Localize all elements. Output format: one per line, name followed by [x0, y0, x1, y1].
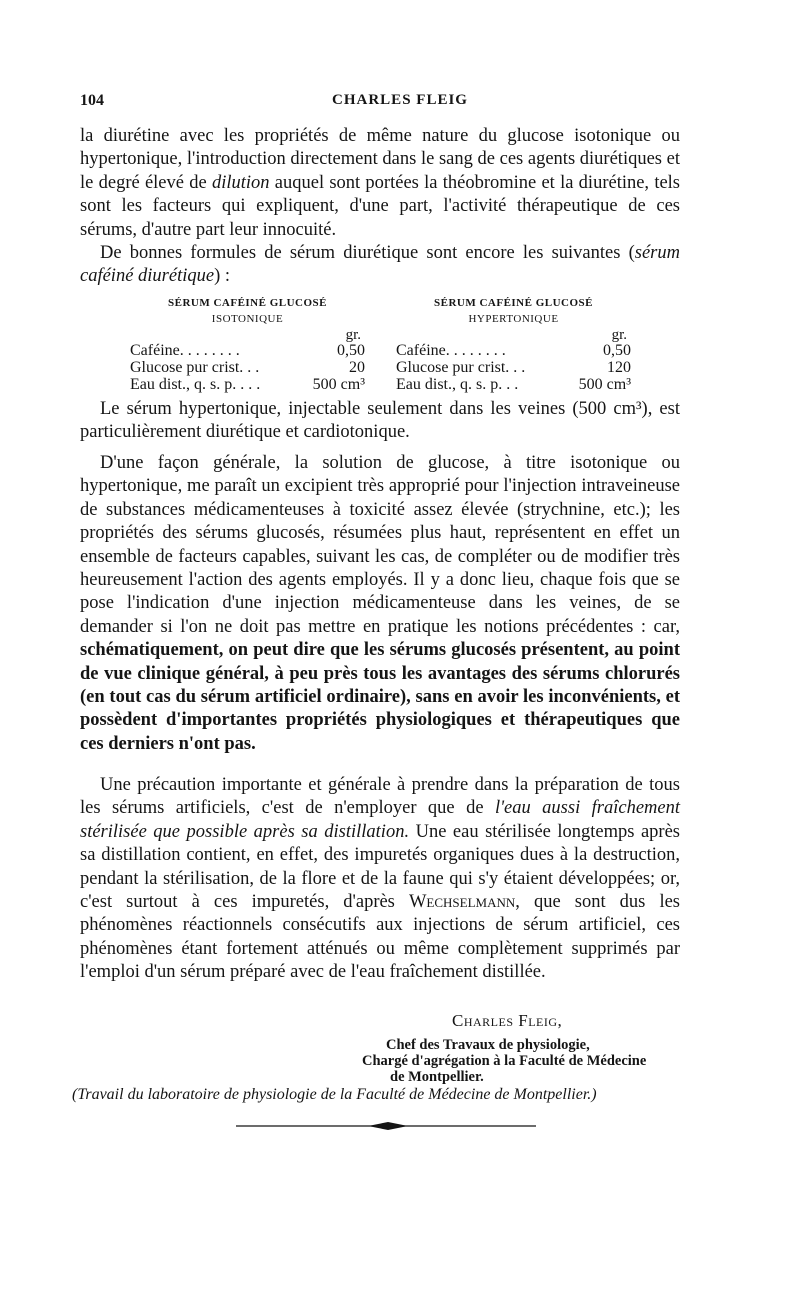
- paragraph-diuretine: [80, 125, 680, 289]
- end-ornament-rule: [236, 1120, 536, 1132]
- formula-row-value: 500 cm³: [578, 376, 631, 393]
- formula-row: [396, 342, 631, 359]
- formula-row-label: Caféine. . . . . . . .: [396, 342, 506, 359]
- paragraph-precaution: [80, 774, 680, 985]
- formula-row-value: 120: [607, 359, 631, 376]
- formula-row-value: 20: [349, 359, 365, 376]
- para3-bold: schématiquement, on peut dire que les sérums glucosés présentent, au point de vue clinique général, à peu près tous les avantages des sérums chlorurés (en tout cas du sérum artificiel ordinaire), sans en avoir les inconvénients, et possèdent d'importantes propriétés physiologiques et thérapeutiques que ces derniers n'ont pas.: [80, 640, 680, 754]
- para4-text-c: , que sont dus les phénomènes réactionnels consécutifs aux injections de sérum artificiel, ces phénomènes étant fortement atténués ou même complètement supprimés par l'emploi d'un sérum préparé avec de l'eau fraîchement distillée.: [80, 892, 680, 983]
- formula-row: [130, 359, 365, 376]
- formula-row: [396, 359, 631, 376]
- formula-hypertonic: [396, 296, 631, 393]
- formulas-intro-emphasis: sérum caféiné diurétique: [80, 243, 680, 287]
- para1-text-a: la diurétine avec les propriétés de même nature du glucose isotonique ou hypertonique, l'introduction directement dans le sang de ces agents diurétiques et le degré élevé de: [80, 126, 680, 193]
- para3-text: D'une façon générale, la solution de glucose, à titre isotonique ou hypertonique, me paraît un excipient très approprié pour l'injection intraveineuse de substances médicamenteuses à toxicité assez élevée (strychnine, etc.); les propriétés des sérums glucosés, résumées plus haut, représentent en effet un ensemble de facteurs capables, suivant les cas, de compléter ou de modifier très heureusement l'action des agents employés. Il y a donc lieu, chaque fois que se pose l'indication d'une injection médicamenteuse dans les veines, de se demander si l'on ne doit pas mettre en pratique les notions précédentes : car,: [80, 453, 680, 637]
- author-name-wechselmann: Wechselmann: [408, 892, 516, 913]
- formula-row: [130, 376, 365, 393]
- formulas-intro-end: ) :: [214, 266, 231, 287]
- formula-row-label: Eau dist., q. s. p. . .: [396, 376, 519, 393]
- signature-title-1: Chef des Travaux de physiologie,: [386, 1037, 590, 1053]
- formula-row-value: 500 cm³: [312, 376, 365, 393]
- para2-text: Le sérum hypertonique, injectable seulement dans les veines (500 cm³), est particulièrement diurétique et cardiotonique.: [80, 399, 680, 443]
- page-number: 104: [80, 92, 104, 109]
- formula-row-value: 0,50: [337, 342, 365, 359]
- para1-text-b: auquel sont portées la théobromine et la diurétine, tels sont les facteurs qui expliquent, d'une part, l'activité thérapeutique de ces sérums, d'autre part leur innocuité.: [80, 172, 681, 240]
- formula-row-label: Caféine. . . . . . . .: [130, 342, 240, 359]
- paragraph-general: [80, 452, 680, 756]
- formula-isotonic: [130, 296, 365, 393]
- formula-subtitle: HYPERTONIQUE: [468, 313, 559, 325]
- signature-title-2: Chargé d'agrégation à la Faculté de Médecine: [362, 1053, 647, 1069]
- formula-unit: gr.: [611, 327, 627, 343]
- signature-title-3: de Montpellier.: [390, 1069, 484, 1085]
- formula-row-label: Glucose pur crist. . .: [396, 359, 526, 376]
- formulas-block: [130, 296, 630, 391]
- paragraph-hypertonic: [80, 398, 680, 445]
- formula-subtitle: ISOTONIQUE: [211, 313, 284, 325]
- running-head: CHARLES FLEIG: [332, 92, 468, 108]
- formula-row-value: 0,50: [603, 342, 631, 359]
- formula-row: [396, 376, 631, 393]
- formula-title: SÉRUM CAFÉINÉ GLUCOSÉ: [433, 297, 594, 309]
- formula-row-label: Glucose pur crist. . .: [130, 359, 260, 376]
- formulas-intro-text: De bonnes formules de sérum diurétique sont encore les suivantes (: [100, 243, 635, 264]
- paragraph-formulas-intro: [80, 242, 680, 289]
- para4-text-a: Une précaution importante et générale à prendre dans la préparation de tous les sérums artificiels, c'est de n'employer que de: [80, 775, 680, 819]
- formula-unit: gr.: [345, 327, 361, 343]
- formula-row-label: Eau dist., q. s. p. . . .: [130, 376, 261, 393]
- signature-name: Charles Fleig,: [452, 1011, 563, 1030]
- formula-title: SÉRUM CAFÉINÉ GLUCOSÉ: [167, 297, 328, 309]
- para4-text-b: Une eau stérilisée longtemps après sa distillation contient, en effet, des impuretés organiques dues à la destruction, pendant la stérilisation, de la flore et de la faune qui s'y étaient développées; or, c'est surtout à ces impuretés, d'après: [80, 821, 680, 913]
- formula-row: [130, 342, 365, 359]
- page-header: [80, 92, 720, 116]
- laboratory-credit: (Travail du laboratoire de physiologie de la Faculté de Médecine de Montpellier.): [72, 1086, 597, 1103]
- para1-emphasis: dilution: [211, 172, 270, 193]
- para4-emphasis: l'eau aussi fraîchement stérilisée que possible après sa distillation.: [80, 798, 680, 842]
